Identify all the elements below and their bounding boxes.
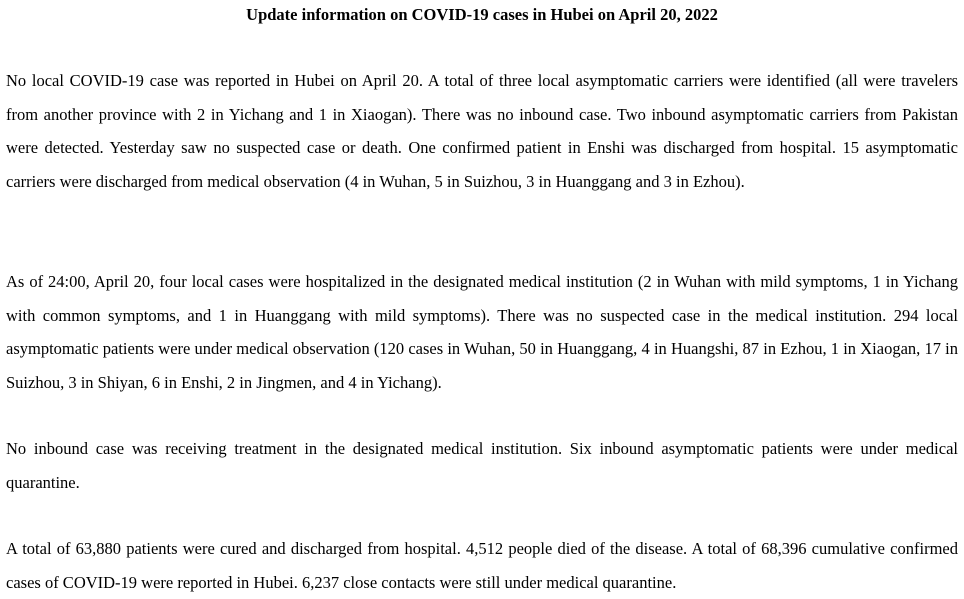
document-title: Update information on COVID-19 cases in Hubei on April 20, 2022 <box>246 5 718 24</box>
paragraph-inbound: No inbound case was receiving treatment in the designated medical institution. Six inbound asymptomatic patients were under medical quarantine. <box>6 439 958 492</box>
paragraph-cumulative: A total of 63,880 patients were cured and discharged from hospital. 4,512 people died of the disease. A total of 68,396 cumulative confirmed cases of COVID-19 were reported in Hubei. 6,237 close contacts were still under medical quarantine. <box>6 539 958 592</box>
paragraph-hospitalized: As of 24:00, April 20, four local cases were hospitalized in the designated medical institution (2 in Wuhan with mild symptoms, 1 in Yichang with common symptoms, and 1 in Huanggang with mild symptoms). There was no suspected case in the medical institution. 294 local asymptomatic patients were under medical observation (120 cases in Wuhan, 50 in Huanggang, 4 in Huangshi, 87 in Ezhou, 1 in Xiaogan, 17 in Suizhou, 3 in Shiyan, 6 in Enshi, 2 in Jingmen, and 4 in Yichang). <box>6 272 958 392</box>
paragraph-new-cases: No local COVID-19 case was reported in Hubei on April 20. A total of three local asymptomatic carriers were identified (all were travelers from another province with 2 in Yichang and 1 in Xiaogan). There was no inbound case. Two inbound asymptomatic carriers from Pakistan were detected. Yesterday saw no suspected case or death. One confirmed patient in Enshi was discharged from hospital. 15 asymptomatic carriers were discharged from medical observation (4 in Wuhan, 5 in Suizhou, 3 in Huanggang and 3 in Ezhou). <box>6 71 958 191</box>
